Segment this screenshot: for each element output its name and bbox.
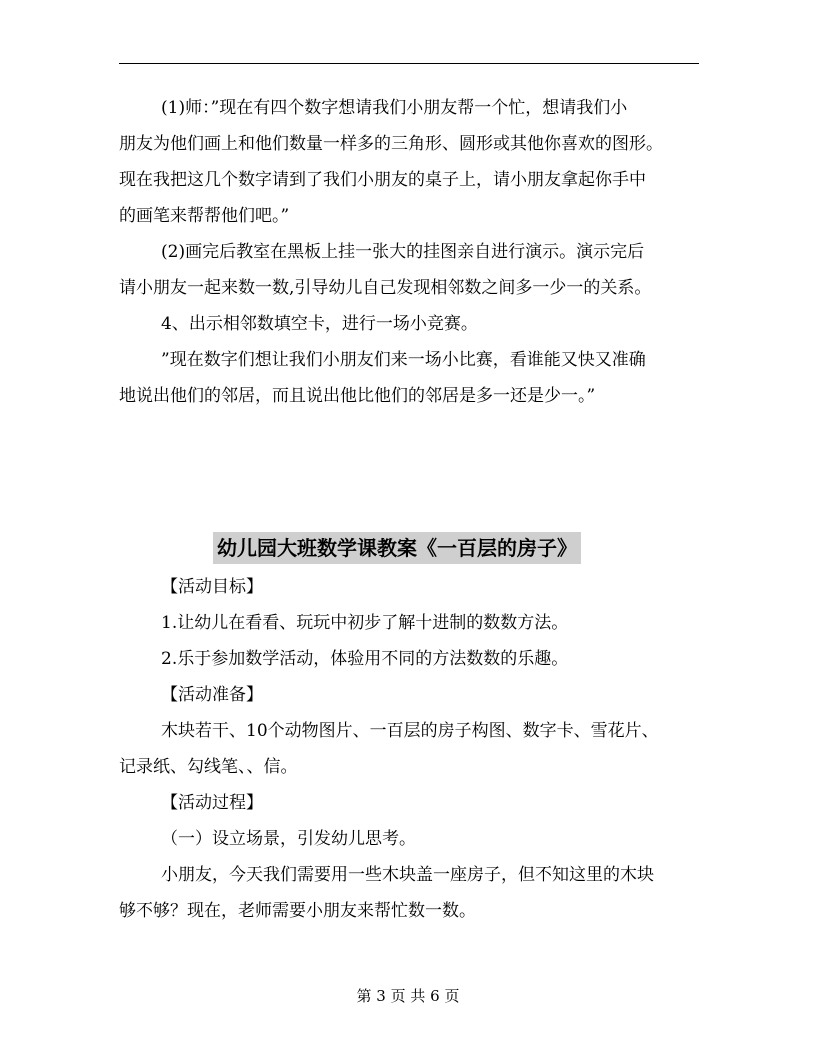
page-number: 第 3 页 共 6 页 [356,987,460,1005]
paragraph-line: 地说出他们的邻居，而且说出他比他们的邻居是多一还是少一。” [119,386,596,406]
paragraph-line: 木块若干、10个动物图片、一百层的房子构图、数字卡、雪花片、 [161,721,659,741]
section-heading-process: 【活动过程】 [161,793,263,813]
header-rule [119,63,699,64]
paragraph-line: 现在我把这几个数字请到了我们小朋友的桌子上，请小朋友拿起你手中 [119,170,646,190]
goal-item: 2.乐于参加数学活动，体验用不同的方法数数的乐趣。 [161,649,569,669]
paragraph-line: (1)师：”现在有四个数字想请我们小朋友帮一个忙，想请我们小 [161,98,628,118]
paragraph-line: 的画笔来帮帮他们吧。” [119,206,290,226]
paragraph-line: 朋友为他们画上和他们数量一样多的三角形、圆形或其他你喜欢的图形。 [119,134,663,154]
document-title: 幼儿园大班数学课教案《一百层的房子》 [213,532,581,564]
section-heading-goals: 【活动目标】 [161,577,263,597]
paragraph-line: 小朋友，今天我们需要用一些木块盖一座房子，但不知这里的木块 [161,865,654,885]
paragraph-line: ”现在数字们想让我们小朋友们来一场小比赛，看谁能又快又准确 [161,350,646,370]
paragraph-line: 4、出示相邻数填空卡，进行一场小竞赛。 [161,314,478,334]
paragraph-line: (2)画完后教室在黑板上挂一张大的挂图亲自进行演示。演示完后 [161,242,645,262]
step-heading: （一）设立场景，引发幼儿思考。 [161,829,416,849]
paragraph-line: 记录纸、勾线笔、、信。 [119,757,298,777]
paragraph-line: 请小朋友一起来数一数,引导幼儿自己发现相邻数之间多一少一的关系。 [119,278,652,298]
goal-item: 1.让幼儿在看看、玩玩中初步了解十进制的数数方法。 [161,613,569,633]
paragraph-line: 够不够？现在，老师需要小朋友来帮忙数一数。 [119,901,476,921]
section-heading-prep: 【活动准备】 [161,685,263,705]
